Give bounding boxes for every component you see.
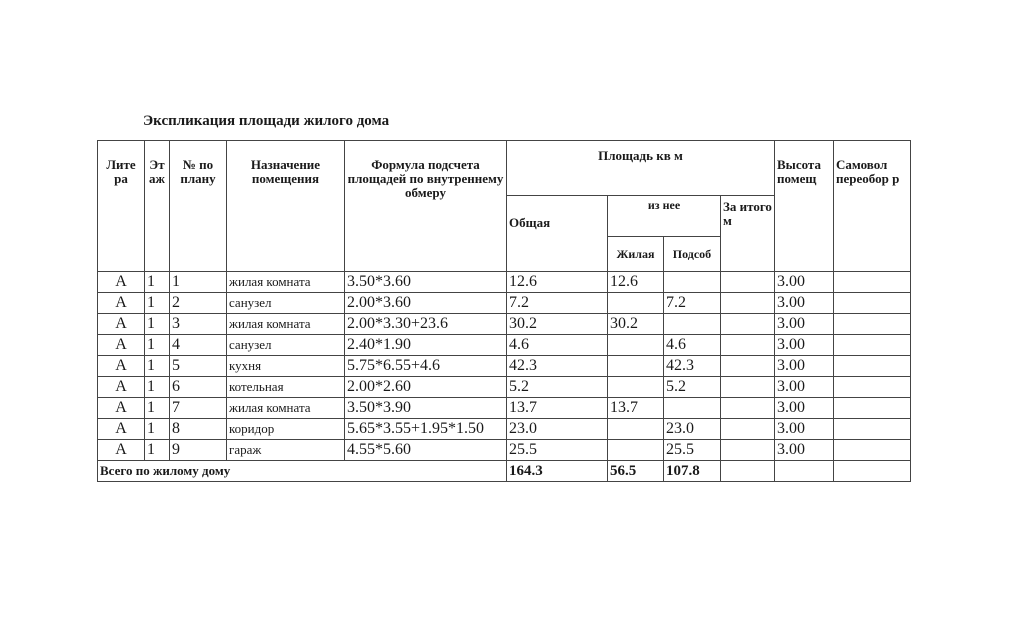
cell-auxiliary bbox=[664, 272, 721, 293]
table-body bbox=[98, 272, 911, 482]
cell-unauthorized bbox=[834, 272, 911, 293]
cell-living bbox=[608, 419, 664, 440]
cell-floor: 1 bbox=[145, 272, 170, 293]
header-subtotal: За итого м bbox=[721, 196, 775, 272]
cell-plan-no: 6 bbox=[170, 377, 227, 398]
header-plan-no: № по плану bbox=[170, 141, 227, 272]
cell-purpose: кухня bbox=[227, 356, 345, 377]
totals-label: Всего по жилому дому bbox=[98, 461, 507, 482]
cell-floor: 1 bbox=[145, 377, 170, 398]
cell-litera: А bbox=[98, 398, 145, 419]
table-row bbox=[98, 440, 911, 461]
cell-total: 25.5 bbox=[507, 440, 608, 461]
header-unauthorized: Самовол переобор р bbox=[834, 141, 911, 272]
totals-total: 164.3 bbox=[507, 461, 608, 482]
cell-plan-no: 4 bbox=[170, 335, 227, 356]
cell-living bbox=[608, 356, 664, 377]
cell-floor: 1 bbox=[145, 440, 170, 461]
table-row bbox=[98, 335, 911, 356]
cell-formula: 2.00*2.60 bbox=[345, 377, 507, 398]
cell-auxiliary: 4.6 bbox=[664, 335, 721, 356]
cell-formula: 4.55*5.60 bbox=[345, 440, 507, 461]
cell-plan-no: 2 bbox=[170, 293, 227, 314]
cell-purpose: гараж bbox=[227, 440, 345, 461]
cell-subtotal bbox=[721, 377, 775, 398]
cell-plan-no: 3 bbox=[170, 314, 227, 335]
explication-table bbox=[97, 140, 911, 482]
cell-total: 42.3 bbox=[507, 356, 608, 377]
cell-subtotal bbox=[721, 440, 775, 461]
cell-total: 4.6 bbox=[507, 335, 608, 356]
cell-unauthorized bbox=[834, 398, 911, 419]
cell-formula: 2.00*3.60 bbox=[345, 293, 507, 314]
cell-auxiliary: 7.2 bbox=[664, 293, 721, 314]
cell-plan-no: 1 bbox=[170, 272, 227, 293]
cell-plan-no: 7 bbox=[170, 398, 227, 419]
cell-height: 3.00 bbox=[775, 356, 834, 377]
totals-auxiliary: 107.8 bbox=[664, 461, 721, 482]
cell-auxiliary bbox=[664, 398, 721, 419]
cell-unauthorized bbox=[834, 314, 911, 335]
cell-subtotal bbox=[721, 398, 775, 419]
totals-row bbox=[98, 461, 911, 482]
header-purpose: Назначение помещения bbox=[227, 141, 345, 272]
cell-subtotal bbox=[721, 293, 775, 314]
cell-total: 23.0 bbox=[507, 419, 608, 440]
cell-floor: 1 bbox=[145, 398, 170, 419]
cell-total: 12.6 bbox=[507, 272, 608, 293]
cell-unauthorized bbox=[834, 440, 911, 461]
cell-height: 3.00 bbox=[775, 440, 834, 461]
cell-litera: А bbox=[98, 272, 145, 293]
cell-formula: 3.50*3.60 bbox=[345, 272, 507, 293]
header-area-group: Площадь кв м bbox=[507, 141, 775, 196]
table-row bbox=[98, 377, 911, 398]
header-of-which: из нее bbox=[608, 196, 721, 237]
cell-height: 3.00 bbox=[775, 335, 834, 356]
cell-formula: 5.75*6.55+4.6 bbox=[345, 356, 507, 377]
totals-unauthorized bbox=[834, 461, 911, 482]
cell-living bbox=[608, 335, 664, 356]
cell-floor: 1 bbox=[145, 419, 170, 440]
table-row bbox=[98, 398, 911, 419]
header-litera: Лите ра bbox=[98, 141, 145, 272]
cell-floor: 1 bbox=[145, 335, 170, 356]
cell-living: 30.2 bbox=[608, 314, 664, 335]
cell-litera: А bbox=[98, 293, 145, 314]
cell-auxiliary: 42.3 bbox=[664, 356, 721, 377]
header-floor: Эт аж bbox=[145, 141, 170, 272]
cell-purpose: санузел bbox=[227, 335, 345, 356]
cell-subtotal bbox=[721, 356, 775, 377]
cell-purpose: коридор bbox=[227, 419, 345, 440]
cell-floor: 1 bbox=[145, 314, 170, 335]
cell-subtotal bbox=[721, 314, 775, 335]
table-row bbox=[98, 419, 911, 440]
cell-formula: 5.65*3.55+1.95*1.50 bbox=[345, 419, 507, 440]
cell-unauthorized bbox=[834, 419, 911, 440]
cell-unauthorized bbox=[834, 293, 911, 314]
document-title: Экспликация площади жилого дома bbox=[143, 113, 390, 129]
cell-height: 3.00 bbox=[775, 398, 834, 419]
cell-height: 3.00 bbox=[775, 314, 834, 335]
cell-purpose: жилая комната bbox=[227, 314, 345, 335]
cell-litera: А bbox=[98, 356, 145, 377]
cell-formula: 2.40*1.90 bbox=[345, 335, 507, 356]
cell-living: 12.6 bbox=[608, 272, 664, 293]
cell-total: 30.2 bbox=[507, 314, 608, 335]
header-total: Общая bbox=[507, 196, 608, 272]
cell-total: 13.7 bbox=[507, 398, 608, 419]
cell-purpose: котельная bbox=[227, 377, 345, 398]
totals-living: 56.5 bbox=[608, 461, 664, 482]
cell-formula: 2.00*3.30+23.6 bbox=[345, 314, 507, 335]
cell-living bbox=[608, 440, 664, 461]
cell-litera: А bbox=[98, 314, 145, 335]
cell-auxiliary: 5.2 bbox=[664, 377, 721, 398]
cell-floor: 1 bbox=[145, 356, 170, 377]
cell-plan-no: 8 bbox=[170, 419, 227, 440]
cell-plan-no: 5 bbox=[170, 356, 227, 377]
totals-subtotal bbox=[721, 461, 775, 482]
header-living: Жилая bbox=[608, 237, 664, 272]
cell-living: 13.7 bbox=[608, 398, 664, 419]
cell-living bbox=[608, 377, 664, 398]
totals-height bbox=[775, 461, 834, 482]
cell-subtotal bbox=[721, 335, 775, 356]
cell-subtotal bbox=[721, 419, 775, 440]
cell-litera: А bbox=[98, 440, 145, 461]
header-formula: Формула подсчета площадей по внутреннему обмеру bbox=[345, 141, 507, 272]
cell-litera: А bbox=[98, 335, 145, 356]
table-row bbox=[98, 356, 911, 377]
cell-height: 3.00 bbox=[775, 419, 834, 440]
cell-purpose: жилая комната bbox=[227, 272, 345, 293]
cell-floor: 1 bbox=[145, 293, 170, 314]
header-height: Высота помещ bbox=[775, 141, 834, 272]
table-row bbox=[98, 293, 911, 314]
cell-auxiliary bbox=[664, 314, 721, 335]
cell-height: 3.00 bbox=[775, 293, 834, 314]
cell-litera: А bbox=[98, 377, 145, 398]
cell-height: 3.00 bbox=[775, 272, 834, 293]
cell-auxiliary: 25.5 bbox=[664, 440, 721, 461]
cell-height: 3.00 bbox=[775, 377, 834, 398]
cell-unauthorized bbox=[834, 335, 911, 356]
cell-total: 5.2 bbox=[507, 377, 608, 398]
cell-total: 7.2 bbox=[507, 293, 608, 314]
cell-litera: А bbox=[98, 419, 145, 440]
cell-subtotal bbox=[721, 272, 775, 293]
cell-formula: 3.50*3.90 bbox=[345, 398, 507, 419]
header-row-1 bbox=[98, 141, 911, 196]
cell-purpose: санузел bbox=[227, 293, 345, 314]
header-auxiliary: Подсоб bbox=[664, 237, 721, 272]
table-row bbox=[98, 272, 911, 293]
cell-plan-no: 9 bbox=[170, 440, 227, 461]
cell-purpose: жилая комната bbox=[227, 398, 345, 419]
cell-living bbox=[608, 293, 664, 314]
cell-unauthorized bbox=[834, 356, 911, 377]
cell-auxiliary: 23.0 bbox=[664, 419, 721, 440]
table-row bbox=[98, 314, 911, 335]
cell-unauthorized bbox=[834, 377, 911, 398]
